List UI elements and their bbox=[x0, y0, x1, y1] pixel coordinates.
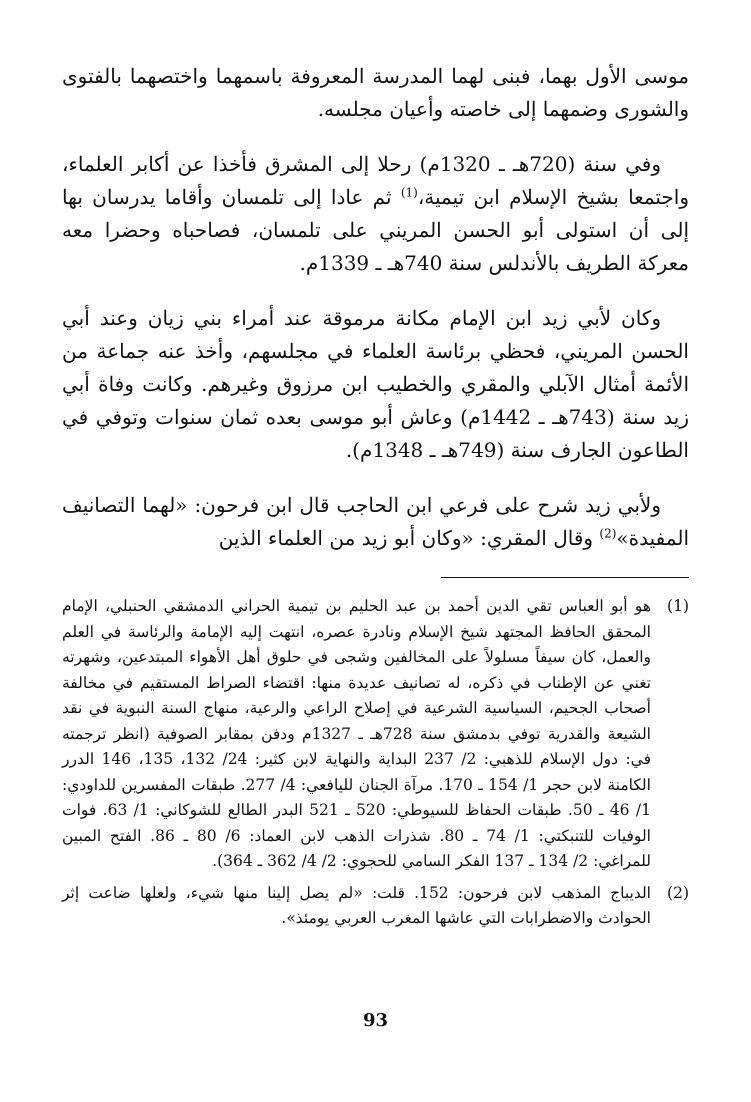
footnote-ref-2[interactable]: (2) bbox=[599, 526, 617, 541]
paragraph-4-text: ولأبي زيد شرح على فرعي ابن الحاجب قال ابن فرحون: «لهما التصانيف المفيدة» bbox=[62, 493, 689, 550]
footnote-1 bbox=[62, 594, 689, 875]
footnote-separator bbox=[441, 577, 689, 578]
footnote-ref-1[interactable]: (1) bbox=[400, 185, 418, 200]
footnote-1-number: (1) bbox=[667, 597, 689, 615]
footnote-2-text: الديباج المذهب لابن فرحون: 152. قلت: «لم يصل إلينا منها شيء، ولعلها ضاعت إثر الحوادث والاضطرابات التي عاشها المغرب العربي يومئذ». bbox=[62, 883, 651, 927]
paragraph-3-text: وكان لأبي زيد ابن الإمام مكانة مرموقة عند أمراء بني زيان وعند أبي الحسن المريني، فحظي برئاسة العلماء في مجلسهم، وأخذ عنه جماعة من الأئمة أمثال الآبلي والمقري والخطيب ابن مرزوق وغيرهم. وكانت وفاة أبي زيد سنة (743هـ ـ 1442م) وعاش أبو موسى بعده ثمان سنوات وتوفي في الطاعون الجارف سنة (749هـ ـ 1348م). bbox=[62, 306, 689, 462]
paragraph-2 bbox=[62, 148, 689, 280]
footnote-2-number: (2) bbox=[667, 883, 689, 902]
page-number: 93 bbox=[362, 1010, 389, 1031]
paragraph-2-text: وفي سنة (720هـ ـ 1320م) رحلا إلى المشرق فأخذا عن أكابر العلماء، واجتمعا بشيخ الإسلام ابن تيمية، bbox=[62, 152, 689, 209]
paragraph-1-text: موسى الأول بهما، فبنى لهما المدرسة المعروفة باسمهما واختصهما بالفتوى والشورى وضمهما إلى خاصته وأعيان مجلسه. bbox=[62, 64, 689, 121]
paragraph-4 bbox=[62, 489, 689, 555]
paragraph-4-rest: وقال المقري: «وكان أبو زيد من العلماء الذين bbox=[218, 526, 600, 550]
paragraph-3 bbox=[62, 302, 689, 467]
footnote-2 bbox=[62, 881, 689, 932]
paragraph-1 bbox=[62, 60, 689, 126]
footnote-1-text: هو أبو العباس تقي الدين أحمد بن عبد الحليم بن تيمية الحراني الدمشقي الحنبلي، الإمام المحقق الحافظ المجتهد شيخ الإسلام ونادرة عصره، انتهت إليه الإمامة والرئاسة في العلم والعمل، كان سيفاً مسلولاً على المخالفين وشجى في حلوق أهل الأهواء المبتدعين، وشهرته تغني عن الإطناب في ذكره، له تصانيف عديدة منها: اقتضاء الصراط المستقيم في مخالفة أصحاب الجحيم، السياسية الشرعية في إصلاح الراعي والرعية، منهاج السنة النبوية في نقد الشيعة والقدرية توفي بدمشق سنة 728هـ ـ 1327م ودفن بمقابر الصوفية (انظر ترجمته في: دول الإسلام للذهبي: 2/ 237 البداية والنهاية لابن كثير: 24/ 132، 135، 146 الدرر الكامنة لابن حجر 1/ 154 ـ 170. مرآة الجنان لليافعي: 4/ 277. طبقات المفسرين للداودي: 1/ 46 ـ 50. طبقات الحفاظ للسيوطي: 520 ـ 521 البدر الطالع للشوكاني: 1/ 63. فوات الوفيات للتنبكتي: 1/ 74 ـ 80. شذرات الذهب لابن العماد: 6/ 80 ـ 86. الفتح المبين للمراغي: 2/ 134 ـ 137 الفكر السامي للحجوي: 2/ 4/ 362 ـ 364). bbox=[62, 597, 651, 870]
paragraph-2-rest: ثم عادا إلى تلمسان وأقاما يدرسان بها إلى أن استولى أبو الحسن المريني على تلمسان، فصاحباه وحضرا معه معركة الطريف بالأندلس سنة 740هـ ـ 1339م. bbox=[62, 185, 689, 275]
